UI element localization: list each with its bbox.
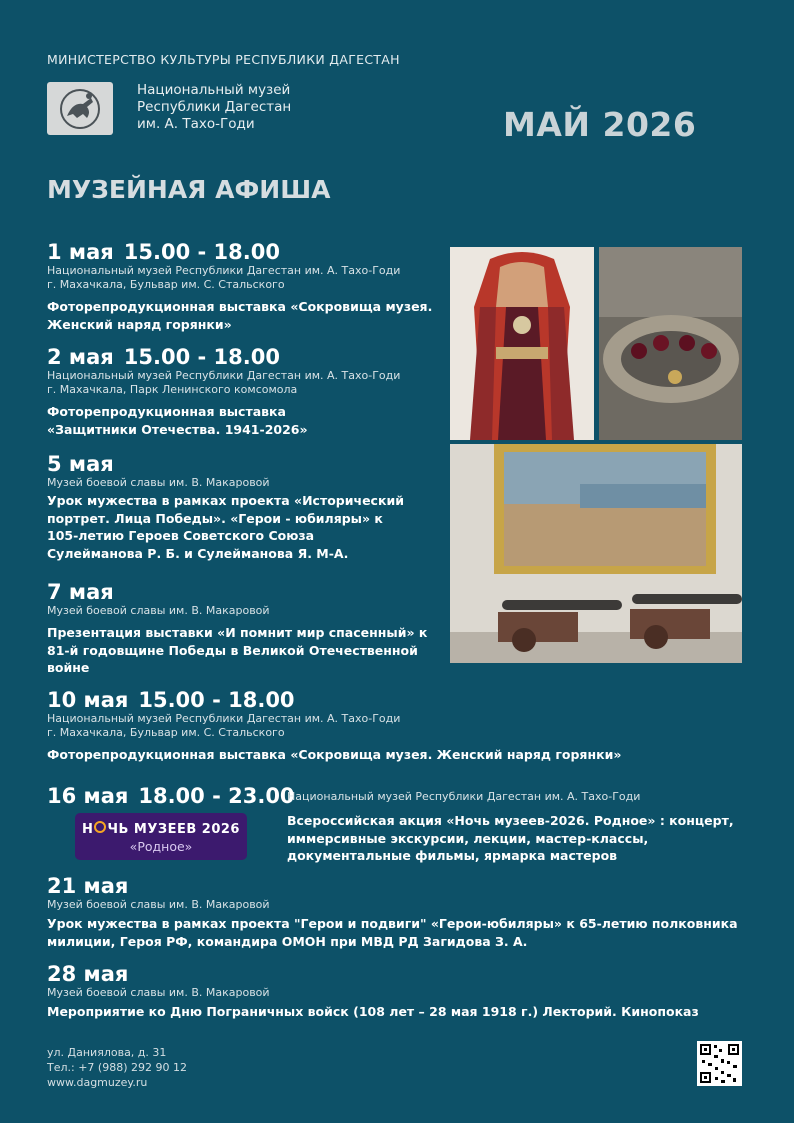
event-date: 7 мая <box>47 580 114 604</box>
event-time: 18.00 - 23.00 <box>138 784 295 808</box>
badge-subtitle: «Родное» <box>129 839 193 854</box>
event-title: Фоторепродукционная выставка «Защитники Отечества. 1941-2026» <box>47 404 308 437</box>
event-place: Национальный музей Республики Дагестан им. А. Тахо-Годи г. Махачкала, Парк Ленинского комсомола <box>47 369 401 396</box>
event-6-date: 16 мая 18.00 - 23.00 <box>47 784 295 808</box>
event-time: 15.00 - 18.00 <box>123 240 280 264</box>
event-1 <box>47 240 447 333</box>
event-6-place: Национальный музей Республики Дагестан им. А. Тахо-Годи <box>287 790 641 803</box>
event-2 <box>47 345 447 438</box>
event-place: Национальный музей Республики Дагестан им. А. Тахо-Годи г. Махачкала, Бульвар им. С. Стальского <box>47 712 401 739</box>
photo-traditional-dress <box>450 247 594 440</box>
event-place: Музей боевой славы им. В. Макаровой <box>47 476 270 489</box>
afisha-title: МУЗЕЙНАЯ АФИША <box>47 175 331 204</box>
event-place: Музей боевой славы им. В. Макаровой <box>47 604 270 617</box>
footer-phone: Тел.: +7 (988) 292 90 12 <box>47 1061 187 1074</box>
footer-site: www.dagmuzey.ru <box>47 1076 148 1089</box>
footer-contacts <box>47 1045 187 1090</box>
photo-exhibition-hall <box>450 444 742 663</box>
event-date: 21 мая <box>47 874 129 898</box>
event-title: Урок мужества в рамках проекта "Герои и подвиги" «Герои-юбиляры» к 65-летию полковника милиции, Героя РФ, командира ОМОН при МВД РД Загидова З. А. <box>47 916 738 949</box>
event-place: Музей боевой славы им. В. Макаровой <box>47 986 270 999</box>
month-title: МАЙ 2026 <box>503 105 697 144</box>
museum-name-line: Национальный музей <box>137 82 291 98</box>
event-8 <box>47 962 767 1021</box>
badge-o-ring-icon <box>94 821 106 833</box>
event-3 <box>47 452 447 562</box>
photo-silver-bracelet <box>599 247 742 440</box>
badge-title: Н ЧЬ МУЗЕЕВ 2026 <box>82 822 240 837</box>
event-place: Национальный музей Республики Дагестан им. А. Тахо-Годи г. Махачкала, Бульвар им. С. Стальского <box>47 264 401 291</box>
event-date: 10 мая 15.00 - 18.00 <box>47 688 295 712</box>
event-title: Урок мужества в рамках проекта «Исторический портрет. Лица Победы». «Герои - юбиляры» к 105-летию Героев Советского Союза Сулейманова Р. Б. и Сулейманова Я. М-А. <box>47 493 404 561</box>
event-date: 1 мая 15.00 - 18.00 <box>47 240 280 264</box>
museum-name <box>137 82 291 133</box>
event-date: 28 мая <box>47 962 129 986</box>
event-time: 15.00 - 18.00 <box>138 688 295 712</box>
qr-code <box>697 1041 742 1086</box>
event-place: Музей боевой славы им. В. Макаровой <box>47 898 270 911</box>
museum-name-line: Республики Дагестан <box>137 99 292 115</box>
event-6-title: Всероссийская акция «Ночь музеев-2026. Родное» : концерт, иммерсивные экскурсии, лекции, мастер-классы, документальные фильмы, ярмарка мастеров <box>287 813 734 863</box>
event-date: 2 мая 15.00 - 18.00 <box>47 345 280 369</box>
ministry-title: МИНИСТЕРСТВО КУЛЬТУРЫ РЕСПУБЛИКИ ДАГЕСТАН <box>47 52 400 67</box>
event-time: 15.00 - 18.00 <box>123 345 280 369</box>
event-4 <box>47 580 447 677</box>
museum-logo <box>47 82 113 135</box>
event-title: Фоторепродукционная выставка «Сокровища музея. Женский наряд горянки» <box>47 299 433 332</box>
event-title: Фоторепродукционная выставка «Сокровища музея. Женский наряд горянки» <box>47 747 622 762</box>
museum-name-line: им. А. Тахо-Годи <box>137 116 255 132</box>
event-title: Презентация выставки «И помнит мир спасенный» к 81-й годовщине Победы в Великой Отечественной войне <box>47 625 428 675</box>
event-title: Мероприятие ко Дню Пограничных войск (108 лет – 28 мая 1918 г.) Лекторий. Кинопоказ <box>47 1004 699 1019</box>
event-date: 5 мая <box>47 452 114 476</box>
museum-night-badge <box>75 813 247 860</box>
event-7 <box>47 874 767 950</box>
footer-address: ул. Даниялова, д. 31 <box>47 1046 167 1059</box>
event-5 <box>47 688 727 764</box>
